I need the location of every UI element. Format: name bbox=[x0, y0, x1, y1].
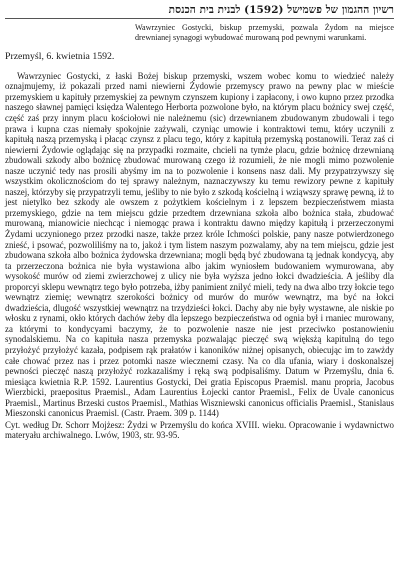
citation-footer: Cyt. według Dr. Schorr Mojżesz: Żydzi w Przemyślu do końca XVIII. wieku. Opracowanie i wydawnictwo materyału archiwalnego. Lwów, 1903, str. 93-95. bbox=[5, 419, 394, 441]
document-dateline: Przemyśl, 6. kwietnia 1592. bbox=[5, 51, 115, 63]
page-header-title: רשיון ההגמון של פשמישל (1592) לבנית בית הכנסת bbox=[5, 3, 394, 19]
document-summary: Wawrzyniec Gostycki, biskup przemyski, pozwala Żydom na miejsce drewnianej synagogi wybudować murowaną pod pewnymi warunkami. bbox=[135, 23, 394, 42]
document-body-text: Wawrzyniec Gostycki, z łaski Bożej biskup przemyski, wszem wobec komu to wiedzieć należy oznajmujemy, iż pokazali przed nami niewierni Żydowie przemyscy prawo na pewny plac w mieście przemyskiem u kapituły przemyskiej za pewnym czynszem kupiony i zapłacony, i owo kupno przez przodka naszego sławnej pamięci księdza Walentego Herborta pozwolone było, na którym placu bożnicy swej część, część zaś przy innym placu kościołowi nie należnemu (sic) drzewnianem zbudowanym zbudowali i tego prawa i kupna czas niemały spokojnie zażywali, czyniąc umowie i kontraktowi temu, który uczynili z kapitułą naszą przemyską i płacąc czynsz z placu tego, który z kapitułą przemyską postanowili. Teraz zaś ci niewierni Żydowie oglądając się na przypadki rozmaite, chcieli na tymże placu, gdzie bożnicę drzewnianą zbudowali szkody albo bożnicę zbudować murowaną czego iż rozumieli, że nie mogli mimo pozwolenie nasze uczynić tedy nas prosili abyśmy im na to pozwolenie i konsens nasz dali. My przypatrzywszy się wszystkim okolicznościom do tej sprawy należnym, naznaczywszy ku temu rewizory pewne z kapituły naszej, którzyby się przypatrzyli temu, jeśliby to nie było z szkodą kościelną i wziąwszy sprawę pewną, iż to jest nietylko bez szkody ale owszem z pożytkiem kościelnym i z lepszem bezpieczeństwem miasta przemyskiego, gdzie na tem miejscu gdzie przedtem drzewniana szkoła albo bożnica stała, zbudować murowaną, mianowicie niechcąc i niemogąc prawa i kontraktu dawno między kapitułą i przerzeczonymi Żydami uczynionego przez przodki nasze, także przez króle Ichmości polskie, pany nasze potwierdzonego znieść, i psować, pozwoliliśmy na to, jakoż i tym listem naszym pozwalamy, aby na tem miejscu, gdzie jest zbudowana szkoła albo bożnica żydowska drzewniana; mogli będą być zbudowana tą jednak kondycyą, aby ta przerzeczona bożnica nie była wystawiona albo jakim wyniosłem budowaniem wymurowana, aby wysokość murów od ziemi zwierzchowej z ulicy nie była wyższa jedno łokci dwadzieścia. A jeśliby dla proporcyi sklepu wewnątrz tego było potrzeba, iżby panimient znilyć mieli, tedy na dwa albo trzy łokcie tego wewnątrz ziemię; wewnątrz szerokości bożnicy od murów do murów wewnątrz, ma być na łokci dwadzieścia, dlugość wszystkiej wewnątrz na trzydzieści łokci. Dachy aby nie były wystawne, ale niskie po włosku z rynami, okło których dachów żeby dla lepszego bezpieczeństwa od ognia był i rnaniec murowany, za którymi to kondycyami baczymy, że to pozwolenie nasze nie jest przeciwko postanowieniu synodalskiemu. Na co kapituła nasza przemyska pozwalając pieczęć swą więksżą kapitulną do tego przyłożyć przyłożyć kazała, podpisem rąk prałatów i kanoników niżnej opisanych, obiecując im to zawżdy całe chować przez nas i przez potomki nasze wiecznemi czasy. Na co dla ufania, wiary i doskonalszej pewności pieczęć naszą przyłożyć rozkazaliśmy i ręką swą podpisaliśmy. Datum w Przemyślu, dnia 6. miesiąca kwietnia R.P. 1592. Laurentius Gostycki, Dei gratia Episcopus Praemisl. manu propria, Jacobus Wierzbicki, praepositus Praemisl., Adam Laurentius Łojecki cantor Praemisl., Felix de Uvale canonicus Praemisl., Martinus Brzeski custos Praemisl., Mathias Wiszniewski canonicus officialis Praemisl., Stanislaus Mieszonski canonicus Praemisl. (Castr. Praem. 309 p. 1144) bbox=[5, 70, 394, 419]
